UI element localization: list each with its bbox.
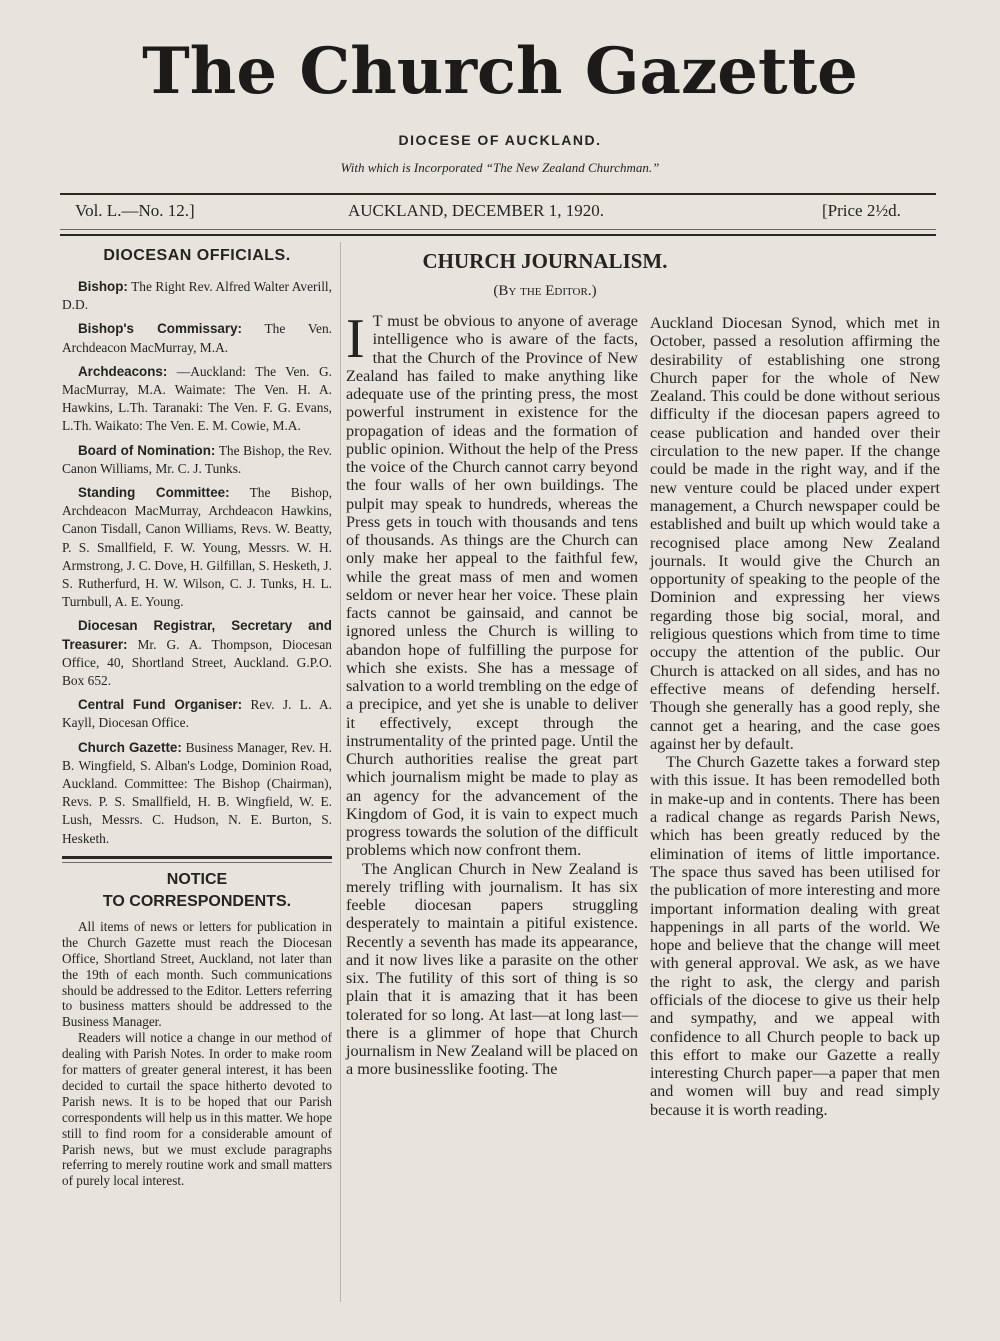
officials-heading: DIOCESAN OFFICIALS.: [103, 247, 291, 264]
notice-heading: NOTICE: [166, 870, 228, 888]
article-byline: (By the Editor.): [493, 283, 597, 299]
diocese-line: DIOCESE OF AUCKLAND.: [398, 132, 602, 148]
official-role: Church Gazette:: [78, 739, 182, 755]
official-names: Mr. G. A. Thompson, Diocesan Office, 40, Shortland Street, Auckland. G.P.O. Box 652.: [62, 636, 332, 689]
official-role: Board of Nomination:: [78, 442, 216, 458]
official-names: —Auckland: The Ven. G. MacMurray, M.A. Waimate: The Ven. H. A. Hawkins, L.Th. Taranaki: The Ven. F. G. Evans, L.Th. Waikato: The Ven. E. M. Cowie, M.A.: [62, 363, 332, 434]
divider: [60, 193, 936, 195]
divider: [60, 234, 936, 236]
official-names: Business Manager, Rev. H. B. Wingfield, S. Alban's Lodge, Dominion Road, Auckland. Committee: The Bishop (Chairman), Revs. P. S. Smallfield, H. B. Wingfield, W. E. Lush, Messrs. C. Hudson, N. E. Burton, S. Hesketh.: [62, 739, 332, 846]
official-role: Central Fund Organiser:: [78, 697, 243, 713]
left-column: [62, 246, 332, 1189]
official-names: Rev. J. L. A. Kayll, Diocesan Office.: [62, 697, 332, 731]
official-entry: [62, 484, 332, 611]
official-role: Diocesan Registrar, Secretary and Treasurer:: [62, 618, 332, 652]
official-entry: [62, 320, 332, 356]
official-names: The Bishop, the Rev. Canon Williams, Mr. C. J. Tunks.: [62, 442, 333, 476]
article-paragraph: The Anglican Church in New Zealand is merely trifling with journalism. It has six feeble diocesan papers struggling desperately to maintain a pitiful existence. Recently a seventh has made its appearance, and it now lives like a parasite on the other six. The futility of this sort of thing is so plain that it is amazing that it has been tolerated for so long. At last—at long last—there is a glimmer of hope that Church journalism in New Zealand will be placed on a more businesslike footing. The: [346, 859, 638, 1079]
divider: [62, 862, 332, 863]
masthead-title: The Church Gazette: [142, 34, 858, 109]
article-column-2: [650, 314, 940, 1119]
diocesan-officials: [62, 246, 332, 848]
official-role: Bishop's Commissary:: [78, 321, 242, 337]
divider: [62, 856, 332, 859]
divider: [60, 229, 936, 230]
official-names: The Ven. Archdeacon MacMurray, M.A.: [62, 321, 332, 355]
article-paragraph: T must be obvious to anyone of average intelligence who is aware of the facts, that the Church of the Province of New Zealand has failed to make anything like adequate use of the printing press, the most powerful instrument in existence for the propagation of ideas and the formation of public opinion. Without the help of the Press the voice of the Church cannot carry beyond the four walls of her own buildings. The pulpit may speak to hundreds, whereas the Press gets in touch with thousands and tens of thousands. As things are the Church can only make her appeal to the faithful few, while the great mass of men and women seldom or never hear her voice. These plain facts cannot be gainsaid, and cannot be ignored unless the Church is willing to abandon hope of fulfilling the purpose for which she exists. She has a message of salvation to a world trembling on the edge of a precipice, and yet she is unable to deliver it effectively, except through the instrumentality of the printed page. Until the Church authorities realise the great part which journalism might be made to play as an agency for the advancement of the Kingdom of God, it is vain to expect much progress towards the solution of the difficult problems which now confront them.: [346, 312, 638, 860]
official-role: Archdeacons:: [78, 363, 168, 379]
official-entry: [62, 739, 332, 848]
incorporated-line: With which is Incorporated “The New Zealand Churchman.”: [340, 160, 660, 175]
official-entry: [62, 363, 332, 436]
official-role: Standing Committee:: [78, 485, 230, 501]
official-entry: [62, 617, 332, 690]
drop-cap: I: [346, 308, 365, 370]
official-names: The Bishop, Archdeacon MacMurray, Archdeacon Hawkins, Canon Tisdall, Canon Williams, Revs. W. Beatty, P. S. Smallfield, F. W. Young, Messrs. W. H. Armstrong, J. C. Dove, H. Gilfillan, S. Hesketh, J. S. Rutherfurd, H. W. Wilson, C. J. Tunks, H. L. Turnbull, A. E. Young.: [62, 485, 332, 610]
article-title: CHURCH JOURNALISM.: [422, 249, 668, 273]
official-role: Bishop:: [78, 279, 128, 294]
official-names: The Right Rev. Alfred Walter Averill, D.D.: [62, 279, 332, 313]
notice-paragraph: All items of news or letters for publication in the Church Gazette must reach the Diocesan Office, Shortland Street, Auckland, not later than the 19th of each month. Such communications should be addressed to the Editor. Letters referring to business matters should be addressed to the Business Manager.: [62, 918, 332, 1030]
date-line: AUCKLAND, DECEMBER 1, 1920.: [348, 201, 604, 220]
article-paragraph: The Church Gazette takes a forward step with this issue. It has been remodelled both in make-up and in contents. There has been a radical change as regards Parish News, which has been greatly reduced by the elimination of items of little importance. The space thus saved has been utilised for the publication of more interesting and more important information dealing with great happenings in all parts of the world. We hope and believe that the change will meet with general approval. We ask, as we have the right to ask, the clergy and parish officials of the diocese to give us their help and sympathy, and we appeal with confidence to all Church people to back up this effort to make our Gazette a really interesting Church paper—a paper that men and women will buy and read simply because it is worth reading.: [650, 753, 940, 1119]
article-column-1: [346, 308, 638, 1079]
official-entry: [62, 278, 332, 314]
official-entry: [62, 442, 332, 478]
volume-number: Vol. L.—No. 12.]: [75, 201, 195, 220]
notice-subheading: TO CORRESPONDENTS.: [102, 892, 292, 910]
price: [Price 2½d.: [822, 201, 901, 220]
article-paragraph: Auckland Diocesan Synod, which met in October, passed a resolution affirming the desirability of establishing one strong Church paper for the whole of New Zealand. This could be done without serious difficulty if the diocesan papers agreed to cease publication and handed over their circulation to the new paper. If the change could be made in the right way, and if the new venture could be placed under expert management, a Church newspaper could be established and built up which would take a recognised place among New Zealand journals. It would give the Church an opportunity of speaking to the people of the Dominion and expressing her views regarding those big social, moral, and religious questions which from time to time occupy the attention of the public. Our Church is attacked on all sides, and has no effective means of defending herself. Though she generally has a good reply, she cannot get a hearing, and the case goes against her by default.: [650, 314, 940, 753]
notice-body: [62, 919, 332, 1189]
official-entry: [62, 696, 332, 732]
notice-paragraph: Readers will notice a change in our method of dealing with Parish Notes. In order to make room for matters of greater general interest, it has been decided to curtail the space hitherto devoted to Parish news. It is to be hoped that our Parish correspondents will help us in this matter. We hope still to find room for a considerable amount of Parish news, but we must exclude paragraphs referring to merely routine work and small matters of purely local interest.: [62, 1030, 332, 1189]
column-rule: [340, 242, 341, 1302]
